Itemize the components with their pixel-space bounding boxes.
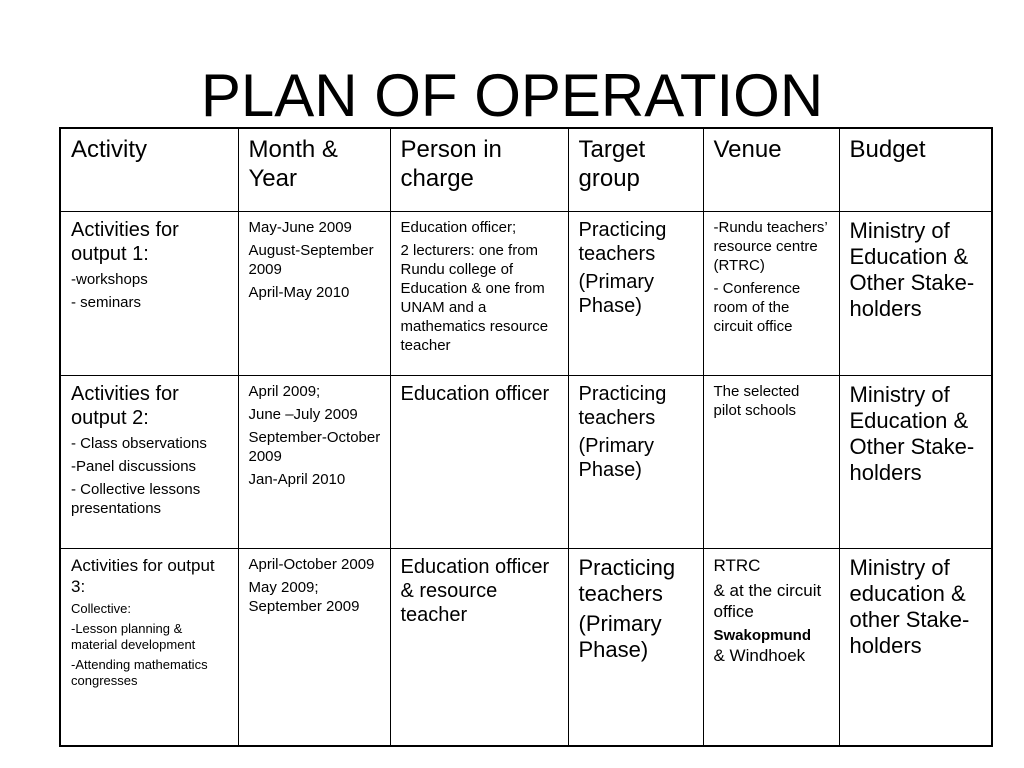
header-target-group: Target group bbox=[568, 128, 703, 211]
header-activity: Activity bbox=[60, 128, 238, 211]
venue-cell bbox=[703, 211, 839, 375]
month-item: April-October 2009 bbox=[248, 555, 375, 573]
budget-text: Ministry of Education & Other Stake-holders bbox=[849, 381, 975, 485]
month-cell bbox=[238, 211, 390, 375]
person-item: Education officer & resource teacher bbox=[400, 555, 550, 626]
header-person-in-charge: Person in charge bbox=[390, 128, 568, 211]
activity-item: -Attending mathematics congresses bbox=[71, 656, 208, 688]
target-item: Practicing teachers bbox=[578, 554, 676, 606]
venue-item: & Windhoek bbox=[713, 645, 806, 665]
person-cell bbox=[390, 375, 568, 548]
month-item: April 2009; bbox=[248, 382, 321, 400]
month-cell bbox=[238, 375, 390, 548]
budget-text: Ministry of education & other Stake-holders bbox=[849, 554, 970, 658]
header-month-year: Month & Year bbox=[238, 128, 390, 211]
activity-cell bbox=[60, 548, 238, 746]
budget-text: Ministry of Education & Other Stake-holders bbox=[849, 217, 975, 321]
table-row bbox=[60, 548, 992, 746]
table-row bbox=[60, 211, 992, 375]
venue-item: RTRC bbox=[713, 555, 761, 575]
person-item: 2 lecturers: one from Rundu college of Education & one from UNAM and a mathematics resource teacher bbox=[400, 241, 549, 354]
activity-item: - Collective lessons presentations bbox=[71, 480, 201, 517]
activity-item: - seminars bbox=[71, 293, 142, 311]
month-item: Jan-April 2010 bbox=[248, 470, 346, 488]
budget-cell bbox=[839, 375, 992, 548]
venue-item: The selected pilot schools bbox=[713, 382, 800, 419]
person-item: Education officer; bbox=[400, 218, 517, 236]
activity-item: -workshops bbox=[71, 270, 148, 288]
target-item: (Primary Phase) bbox=[578, 434, 655, 481]
activity-heading: Activities for output 1: bbox=[71, 218, 179, 265]
month-item: August-September 2009 bbox=[248, 241, 374, 278]
activity-item: -Panel discussions bbox=[71, 457, 197, 475]
person-cell bbox=[390, 548, 568, 746]
month-item: May-June 2009 bbox=[248, 218, 352, 236]
budget-cell bbox=[839, 211, 992, 375]
venue-item: - Conference room of the circuit office bbox=[713, 279, 801, 335]
target-cell bbox=[568, 211, 703, 375]
venue-cell bbox=[703, 548, 839, 746]
month-item: June –July 2009 bbox=[248, 405, 358, 423]
person-cell bbox=[390, 211, 568, 375]
month-item: May 2009; September 2009 bbox=[248, 578, 360, 615]
budget-cell bbox=[839, 548, 992, 746]
target-item: (Primary Phase) bbox=[578, 270, 655, 317]
venue-item: Swakopmund bbox=[713, 626, 812, 644]
activity-item: - Class observations bbox=[71, 434, 207, 452]
venue-item: & at the circuit office bbox=[713, 580, 822, 621]
activity-heading: Activities for output 3: bbox=[71, 555, 215, 596]
month-cell bbox=[238, 548, 390, 746]
activity-item: -Lesson planning & material development bbox=[71, 620, 196, 652]
page-title: PLAN OF OPERATION bbox=[200, 62, 824, 129]
venue-item: -Rundu teachers’ resource centre (RTRC) bbox=[713, 218, 828, 274]
month-item: April-May 2010 bbox=[248, 283, 350, 301]
target-cell bbox=[568, 548, 703, 746]
activity-item: Collective: bbox=[71, 600, 131, 616]
target-item: Practicing teachers bbox=[578, 382, 667, 429]
activity-heading: Activities for output 2: bbox=[71, 382, 179, 429]
target-item: Practicing teachers bbox=[578, 218, 667, 265]
activity-cell bbox=[60, 375, 238, 548]
month-item: September-October 2009 bbox=[248, 428, 381, 465]
target-item: (Primary Phase) bbox=[578, 610, 662, 662]
table-row bbox=[60, 375, 992, 548]
header-venue: Venue bbox=[703, 128, 839, 211]
header-budget: Budget bbox=[839, 128, 992, 211]
target-cell bbox=[568, 375, 703, 548]
person-item: Education officer bbox=[400, 382, 550, 405]
header-row bbox=[60, 128, 992, 211]
venue-cell bbox=[703, 375, 839, 548]
plan-table bbox=[59, 127, 993, 747]
activity-cell bbox=[60, 211, 238, 375]
